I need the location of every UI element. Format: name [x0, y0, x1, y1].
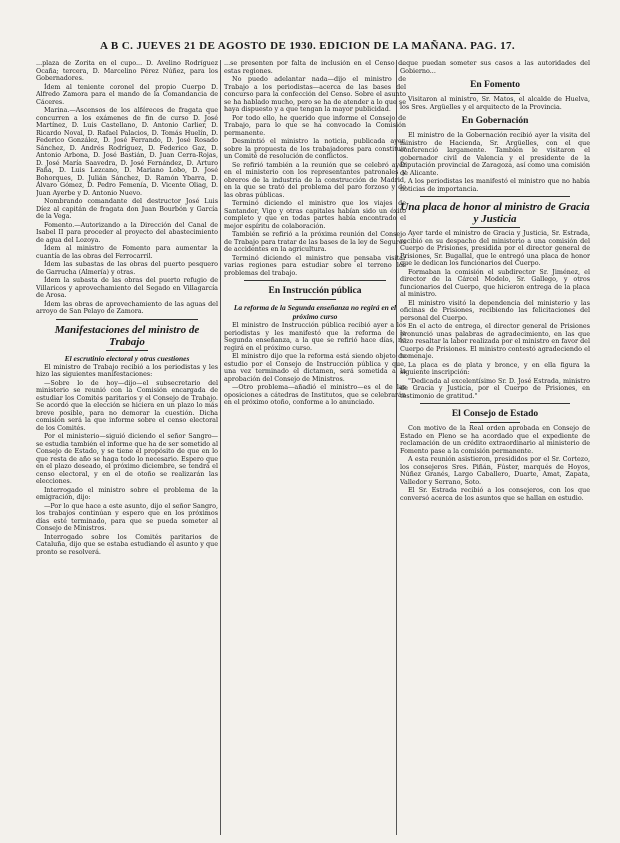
subheading: El escrutinio electoral y otras cuestiones — [64, 353, 190, 363]
paragraph: También se refirió a la próxima reunión del Consejo de Trabajo para tratar de las bases de la ley de Seguros de accidentes en la agricultura. — [224, 230, 406, 253]
title-divider — [470, 422, 520, 423]
title-divider — [106, 350, 148, 351]
title-divider — [294, 299, 336, 300]
paragraph: Terminó diciendo el ministro que los viajes de Santander, Vigo y otras capitales habían sido un éxito completo y que en todas partes había encontrado el mejor espíritu de colaboración. — [224, 199, 406, 230]
paragraph: Terminó diciendo el ministro que pensaba visitar varias regiones para estudiar sobre el terreno los problemas del trabajo. — [224, 253, 406, 277]
paragraph: ...plaza de Zorita en el cupo... D. Avelino Rodríguez Ocaña; tercera, D. Marcelino Pérez Núñez, para los Gobernadores. — [36, 60, 218, 82]
section-title: Manifestaciones del ministro de Trabajo — [54, 323, 200, 348]
column-3 — [400, 60, 590, 835]
paragraph: En el acto de entrega, el director general de Prisiones pronunció unas palabras de agradecimiento, en las que hizo resaltar la labor realizada por el ministro en favor del Cuerpo de Prisiones. El ministro contestó agradeciendo el homenaje. — [400, 322, 590, 360]
paragraph: Ídem al ministro de Fomento para aumentar la cuantía de las obras del Ferrocarril. — [36, 244, 218, 260]
paragraph: Con motivo de la Real orden aprobada en Consejo de Estado en Pleno se ha acordado que el expediente de reclamación de un crédito extraordinario al ministerio de Fomento pase a la comisión permanente. — [400, 424, 590, 455]
title-divider — [470, 129, 520, 130]
paragraph: El ministro de la Gobernación recibió ayer la visita del ministro de Hacienda, Sr. Argüelles, con el que conferenció largamente. También le visitaron el gobernador civil de Valencia y el presidente de la Diputación provincial de Zaragoza, así como una comisión de Alicante. — [400, 131, 590, 177]
title-divider — [470, 93, 520, 94]
paragraph: "Dedicada al excelentísimo Sr. D. José Estrada, ministro de Gracia y Justicia, por el Cuerpo de Prisiones, en testimonio de gratitud." — [400, 376, 590, 400]
column-2 — [224, 60, 406, 835]
paragraph: El ministro de Trabajo recibió a los periodistas y les hizo las siguientes manifestaciones: — [36, 362, 218, 378]
paragraph: El Sr. Estrada recibió a los consejeros, con los que conversó acerca de los asuntos que se hallan en estudio. — [400, 486, 590, 502]
paragraph: El ministro dijo que la reforma está siendo objeto de estudio por el Consejo de Instrucción pública y que, una vez terminado el dictamen, será sometida a la aprobación del Consejo de Ministros. — [224, 352, 406, 383]
paragraph: —Sobre lo de hoy—dijo—el subsecretario del ministerio se reunió con la Comisión encargada de estudiar los Comités paritarios y el Consejo de Trabajo. Se acordó que la elección se hiciera en un plazo lo más breve posible, para no demorar la cuestión. Dicha comisión será la que informe sobre el censo electoral de los Comités. — [36, 378, 218, 432]
paragraph: El ministro de Instrucción pública recibió ayer a los periodistas y les manifestó que la reforma de la Segunda enseñanza, a la que se refirió hace días, no regirá en el próximo curso. — [224, 321, 406, 352]
paragraph: ...se presenten por falta de inclusión en el Censo de estas regiones. — [224, 60, 406, 75]
column-1 — [36, 60, 218, 835]
title-divider — [470, 227, 520, 228]
paragraph: ...que puedan someter sus casos a las autoridades del Gobierno... — [400, 60, 590, 75]
section-divider — [244, 280, 386, 281]
section-divider — [420, 196, 570, 197]
paragraph: Por el ministerio—siguió diciendo el señor Sangro—se estudia también el informe que ha de ser sometido al Consejo de Estado, y se tiene el propósito de que en lo que resta de año se haga todo lo necesario. Espero que en el plazo deseado, el próximo diciembre, se tendrá el censo electoral, y en el de otoño se realizarán las elecciones. — [36, 432, 218, 485]
section-title: Una placa de honor al ministro de Gracia y Justicia — [400, 201, 590, 225]
paragraph: —Otro problema—añadió el ministro—es el de las oposiciones a cátedras de Institutos, que se celebrarán en el próximo otoño, conforme a lo anunciado. — [224, 383, 406, 406]
paragraph: Ídem la subasta de las obras del puerto refugio de Villaricos y aprovechamiento del Segado en Villagarcía de Arosa. — [36, 276, 218, 299]
paragraph: Interrogado el ministro sobre el problema de la emigración, dijo: — [36, 485, 218, 501]
column-rule — [220, 60, 221, 835]
paragraph: Interrogado sobre los Comités paritarios de Cataluña, dijo que se estaba estudiando el asunto y que pronto se resolverá. — [36, 532, 218, 556]
paragraph: Ayer tarde el ministro de Gracia y Justicia, Sr. Estrada, recibió en su despacho del ministerio a una comisión del Cuerpo de Prisiones, presidida por el director general de Prisiones, Sr. Bugallal, que le entregó una placa de honor que le dedican los funcionarios del Cuerpo. — [400, 229, 590, 267]
paragraph: Ídem al teniente coronel del propio Cuerpo D. Alfredo Zamora para el mando de la Comandancia de Cáceres. — [36, 82, 218, 106]
paragraph: Visitaron al ministro, Sr. Matos, el alcalde de Huelva, los Sres. Argüelles y el arquitecto de la Provincia. — [400, 95, 590, 111]
paragraph: Nombrando comandante del destructor José Luis Díez al capitán de fragata don Juan Bourbón y García de la Vega. — [36, 197, 218, 220]
section-title: En Gobernación — [461, 116, 529, 126]
subheading: La reforma de la Segunda enseñanza no regirá en el próximo curso — [233, 303, 397, 321]
section-title: El Consejo de Estado — [451, 409, 539, 419]
paragraph: Por todo ello, he querido que informe el Consejo de Trabajo, para lo que se ha convocado la Comisión permanente. — [224, 113, 406, 137]
section-title: En Instrucción pública — [268, 286, 362, 296]
section-divider — [420, 403, 570, 404]
paragraph: Fomento.—Autorizando a la Dirección del Canal de Isabel II para proceder al proyecto del abastecimiento de agua del Lozoya. — [36, 220, 218, 244]
paragraph: Marina.—Ascensos de los alféreces de fragata que concurren a los exámenes de fin de curso D. José Martínez, D. Luis Castellano, D. Antonio Carlier, D. Ricardo Noval, D. Rafael Palacios, D. Tomás Huelín, D. Federico González, D. José Ferrando, D. José Rosado Sánchez, D. Andrés Rodríguez, D. Federico Gaz, D. Antonio Arbona, D. José Bastián, D. Juan Cerra-Rojas, D. José María Saavedra, D. José Fernández, D. Arturo Faña, D. Luis Lezcano, D. Mariano Lobo, D. José Bohorques, D. Julián Sánchez, D. Ramón Ybarra, D. Álvaro Gómez, D. Pedro Femenía, D. Vicente Oliag, D. Juan Ayerbe y D. Antonio Nuevo. — [36, 106, 218, 197]
page-masthead: A B C. JUEVES 21 DE AGOSTO DE 1930. EDICION DE LA MAÑANA. PAG. 17. — [100, 40, 516, 52]
paragraph: No puedo adelantar nada—dijo el ministro de Trabajo a los periodistas—acerca de las bases del concurso para la confección del Censo. Sobre el asunto se ha hablado mucho, pero se ha de atender a lo que se haya dispuesto y a que tengan la mayor publicidad. — [224, 75, 406, 113]
paragraph: A los periodistas les manifestó el ministro que no había noticias de importancia. — [400, 177, 590, 193]
paragraph: Ídem las subastas de las obras del puerto pesquero de Garrucha (Almería) y otras. — [36, 260, 218, 276]
paragraph: Formaban la comisión el subdirector Sr. Jiménez, el director de la Cárcel Modelo, Sr. Gallego, y otros funcionarios del Cuerpo, que hicieron entrega de la placa al ministro. — [400, 267, 590, 298]
paragraph: El ministro visitó la dependencia del ministerio y las oficinas de Prisiones, recibiendo las felicitaciones del personal del Cuerpo. — [400, 298, 590, 322]
section-title: En Fomento — [470, 80, 520, 90]
section-divider — [56, 319, 198, 320]
paragraph: A esta reunión asistieron, presididos por el Sr. Cortezo, los consejeros Sres. Piñán, Fúster, marqués de Hoyos, Núñez Granés, Largo Caballero, Duarte, Amat, Zapata, Valledor y Serrano, Soto. — [400, 455, 590, 486]
paragraph: —Por lo que hace a este asunto, dijo el señor Sangro, los trabajos continúan y espero que en los próximos días esté terminado, para que se pueda someter al Consejo de Ministros. — [36, 501, 218, 532]
paragraph: Se refirió también a la reunión que se celebró ayer en el ministerio con los representantes patronales y obreros de la industria de la construcción de Madrid, en la que se trató del problema del paro forzoso y de las obras públicas. — [224, 160, 406, 199]
paragraph: Ídem las obras de aprovechamiento de las aguas del arroyo de San Pelayo de Zamora. — [36, 299, 218, 315]
paragraph: La placa es de plata y bronce, y en ella figura la siguiente inscripción: — [400, 360, 590, 376]
paragraph: Desmintió el ministro la noticia, publicada ayer, sobre la propuesta de los trabajadores para constituir un Comité de resolución de conflictos. — [224, 137, 406, 160]
